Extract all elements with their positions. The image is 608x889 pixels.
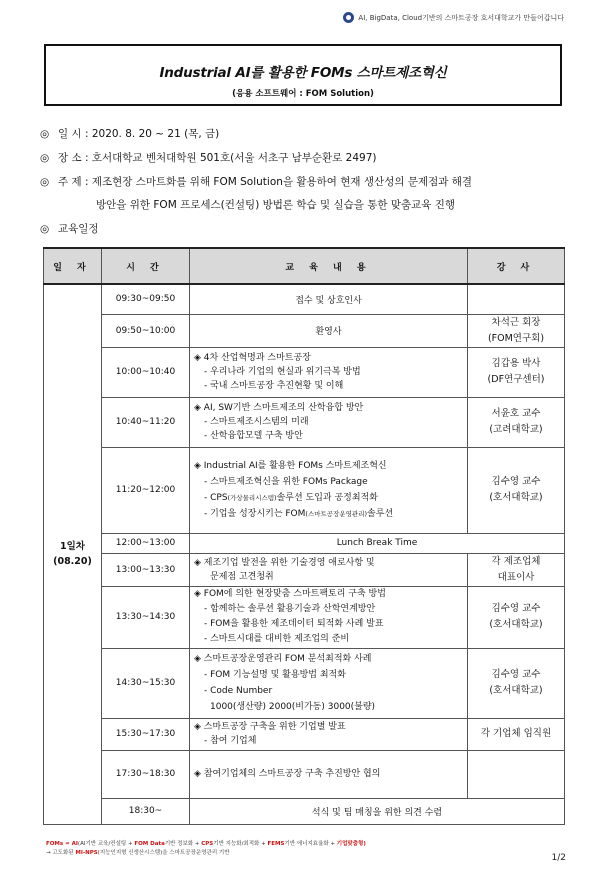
lecturer-cell: 서윤호 교수 (고려대학교): [468, 397, 565, 447]
bullet-icon: ◎: [40, 152, 50, 164]
content-cell: Lunch Break Time: [190, 533, 565, 553]
header-day: 일 자: [44, 248, 102, 284]
lecturer-cell: [468, 750, 565, 798]
header-time: 시 간: [102, 248, 190, 284]
table-row: [44, 533, 565, 553]
table-header-row: [44, 248, 565, 284]
time-cell: 09:30~09:50: [102, 284, 190, 314]
document-title: Industrial AI를 활용한 FOMs 스마트제조혁신: [159, 65, 447, 81]
info-topic-line2: 방안을 위한 FOM 프로세스(컨설팅) 방법론 학습 및 실습을 통한 맞춤교육 진행: [96, 199, 456, 211]
bullet-icon: ◎: [40, 223, 50, 235]
table-row: [44, 750, 565, 798]
header-caption-text: AI, BigData, Cloud기반의 스마트공장 호서대학교가 만들어갑니다: [358, 13, 564, 22]
page-number: 1/2: [551, 853, 566, 863]
time-cell: 10:40~11:20: [102, 397, 190, 447]
header-caption: [343, 12, 564, 23]
time-cell: 09:50~10:00: [102, 314, 190, 347]
table-row: [44, 347, 565, 397]
table-row: [44, 586, 565, 648]
table-row: [44, 314, 565, 347]
content-cell: ◈ 스마트공장 구축을 위한 기업별 발표 - 참여 기업체: [190, 718, 468, 750]
content-cell: ◈ 스마트공장운영관리 FOM 분석최적화 사례 - FOM 기능설명 및 활용방법 최적화 - Code Number 1000(생산량) 2000(비가동) 3000(불량): [190, 648, 468, 718]
header-content: 교 육 내 용: [190, 248, 468, 284]
lecturer-cell: 각 기업체 임직원: [468, 718, 565, 750]
content-cell: ◈ 제조기업 발전을 위한 기술경영 애로사항 및 문제점 고견청취: [190, 553, 468, 586]
time-cell: 14:30~15:30: [102, 648, 190, 718]
lecturer-cell: 김수영 교수 (호서대학교): [468, 648, 565, 718]
bullet-icon: ◎: [40, 176, 50, 188]
time-cell: 15:30~17:30: [102, 718, 190, 750]
title-box: [44, 44, 562, 106]
time-cell: 10:00~10:40: [102, 347, 190, 397]
day-date: (08.20): [53, 556, 92, 568]
footer-line-1: FOMs = AI(AI기반 교육/컨설팅 + FOM Data기반 정보화 + CPS기반 지능화/최적화 + FEMS기반 에너지효율화 + 기업맞춤형): [46, 841, 366, 847]
lecturer-cell: [468, 284, 565, 314]
time-cell: 13:00~13:30: [102, 553, 190, 586]
table-row: [44, 718, 565, 750]
table-row: [44, 553, 565, 586]
time-cell: 18:30~: [102, 798, 190, 824]
table-row: [44, 284, 565, 314]
time-cell: 13:30~14:30: [102, 586, 190, 648]
content-cell: ◈ AI, SW기반 스마트제조의 산학융합 방안 - 스마트제조시스템의 미래 - 산학융합모델 구축 방안: [190, 397, 468, 447]
table-row: [44, 447, 565, 533]
time-cell: 17:30~18:30: [102, 750, 190, 798]
info-place: ◎ 장 소 : 호서대학교 벤처대학원 501호(서울 서초구 남부순환로 2497): [40, 152, 377, 164]
document-subtitle: (응용 소프트웨어 : FOM Solution): [232, 89, 374, 99]
lecturer-cell: 김수영 교수 (호서대학교): [468, 447, 565, 533]
footer-notes: [46, 840, 366, 858]
schedule-table: [43, 247, 565, 825]
lecturer-cell: 각 제조업체 대표이사: [468, 553, 565, 586]
table-row: [44, 397, 565, 447]
table-row: [44, 648, 565, 718]
time-cell: 11:20~12:00: [102, 447, 190, 533]
bullet-icon: ◎: [40, 128, 50, 140]
university-logo-icon: [343, 12, 354, 23]
time-cell: 12:00~13:00: [102, 533, 190, 553]
info-topic: ◎ 주 제 : 제조현장 스마트화를 위해 FOM Solution을 활용하여 현재 생산성의 문제점과 해결: [40, 176, 473, 188]
lecturer-cell: 김수영 교수 (호서대학교): [468, 586, 565, 648]
content-cell: 환영사: [190, 314, 468, 347]
content-cell: ◈ Industrial AI를 활용한 FOMs 스마트제조혁신 - 스마트제조혁신을 위한 FOMs Package - CPS(가상물리시스템)솔루션 도입과 공정최적화 - 기업을 성장시키는 FOM(스마트공장운영관리)솔루션: [190, 447, 468, 533]
header-lecturer: 강 사: [468, 248, 565, 284]
day-cell: [44, 284, 102, 824]
info-date: ◎ 일 시 : 2020. 8. 20 ~ 21 (목, 금): [40, 128, 220, 140]
day-label: 1일차: [60, 541, 85, 553]
info-schedule-label: ◎ 교육일정: [40, 223, 99, 235]
content-cell: 석식 및 팀 매칭을 위한 의견 수렴: [190, 798, 565, 824]
content-cell: ◈ 참여기업체의 스마트공장 구축 추진방안 협의: [190, 750, 468, 798]
content-cell: 접수 및 상호인사: [190, 284, 468, 314]
table-row: [44, 798, 565, 824]
footer-line-2: → 고도화된 MI-NPS(지능인지형 신생산시스템)을 스마트공장운영관리 기반: [46, 850, 230, 856]
lecturer-cell: 김갑용 박사 (DF연구센터): [468, 347, 565, 397]
content-cell: ◈ FOM에 의한 현장맞춤 스마트팩토리 구축 방법 - 함께하는 솔루션 활용기술과 산학연계방안 - FOM을 활용한 제조데이터 퇴적화 사례 발표 - 스마트시대를 대비한 제조업의 준비: [190, 586, 468, 648]
lecturer-cell: 차석근 회장 (FOM연구회): [468, 314, 565, 347]
content-cell: ◈ 4차 산업혁명과 스마트공장 - 우리나라 기업의 현실과 위기극복 방법 - 국내 스마트공장 추진현황 및 이해: [190, 347, 468, 397]
